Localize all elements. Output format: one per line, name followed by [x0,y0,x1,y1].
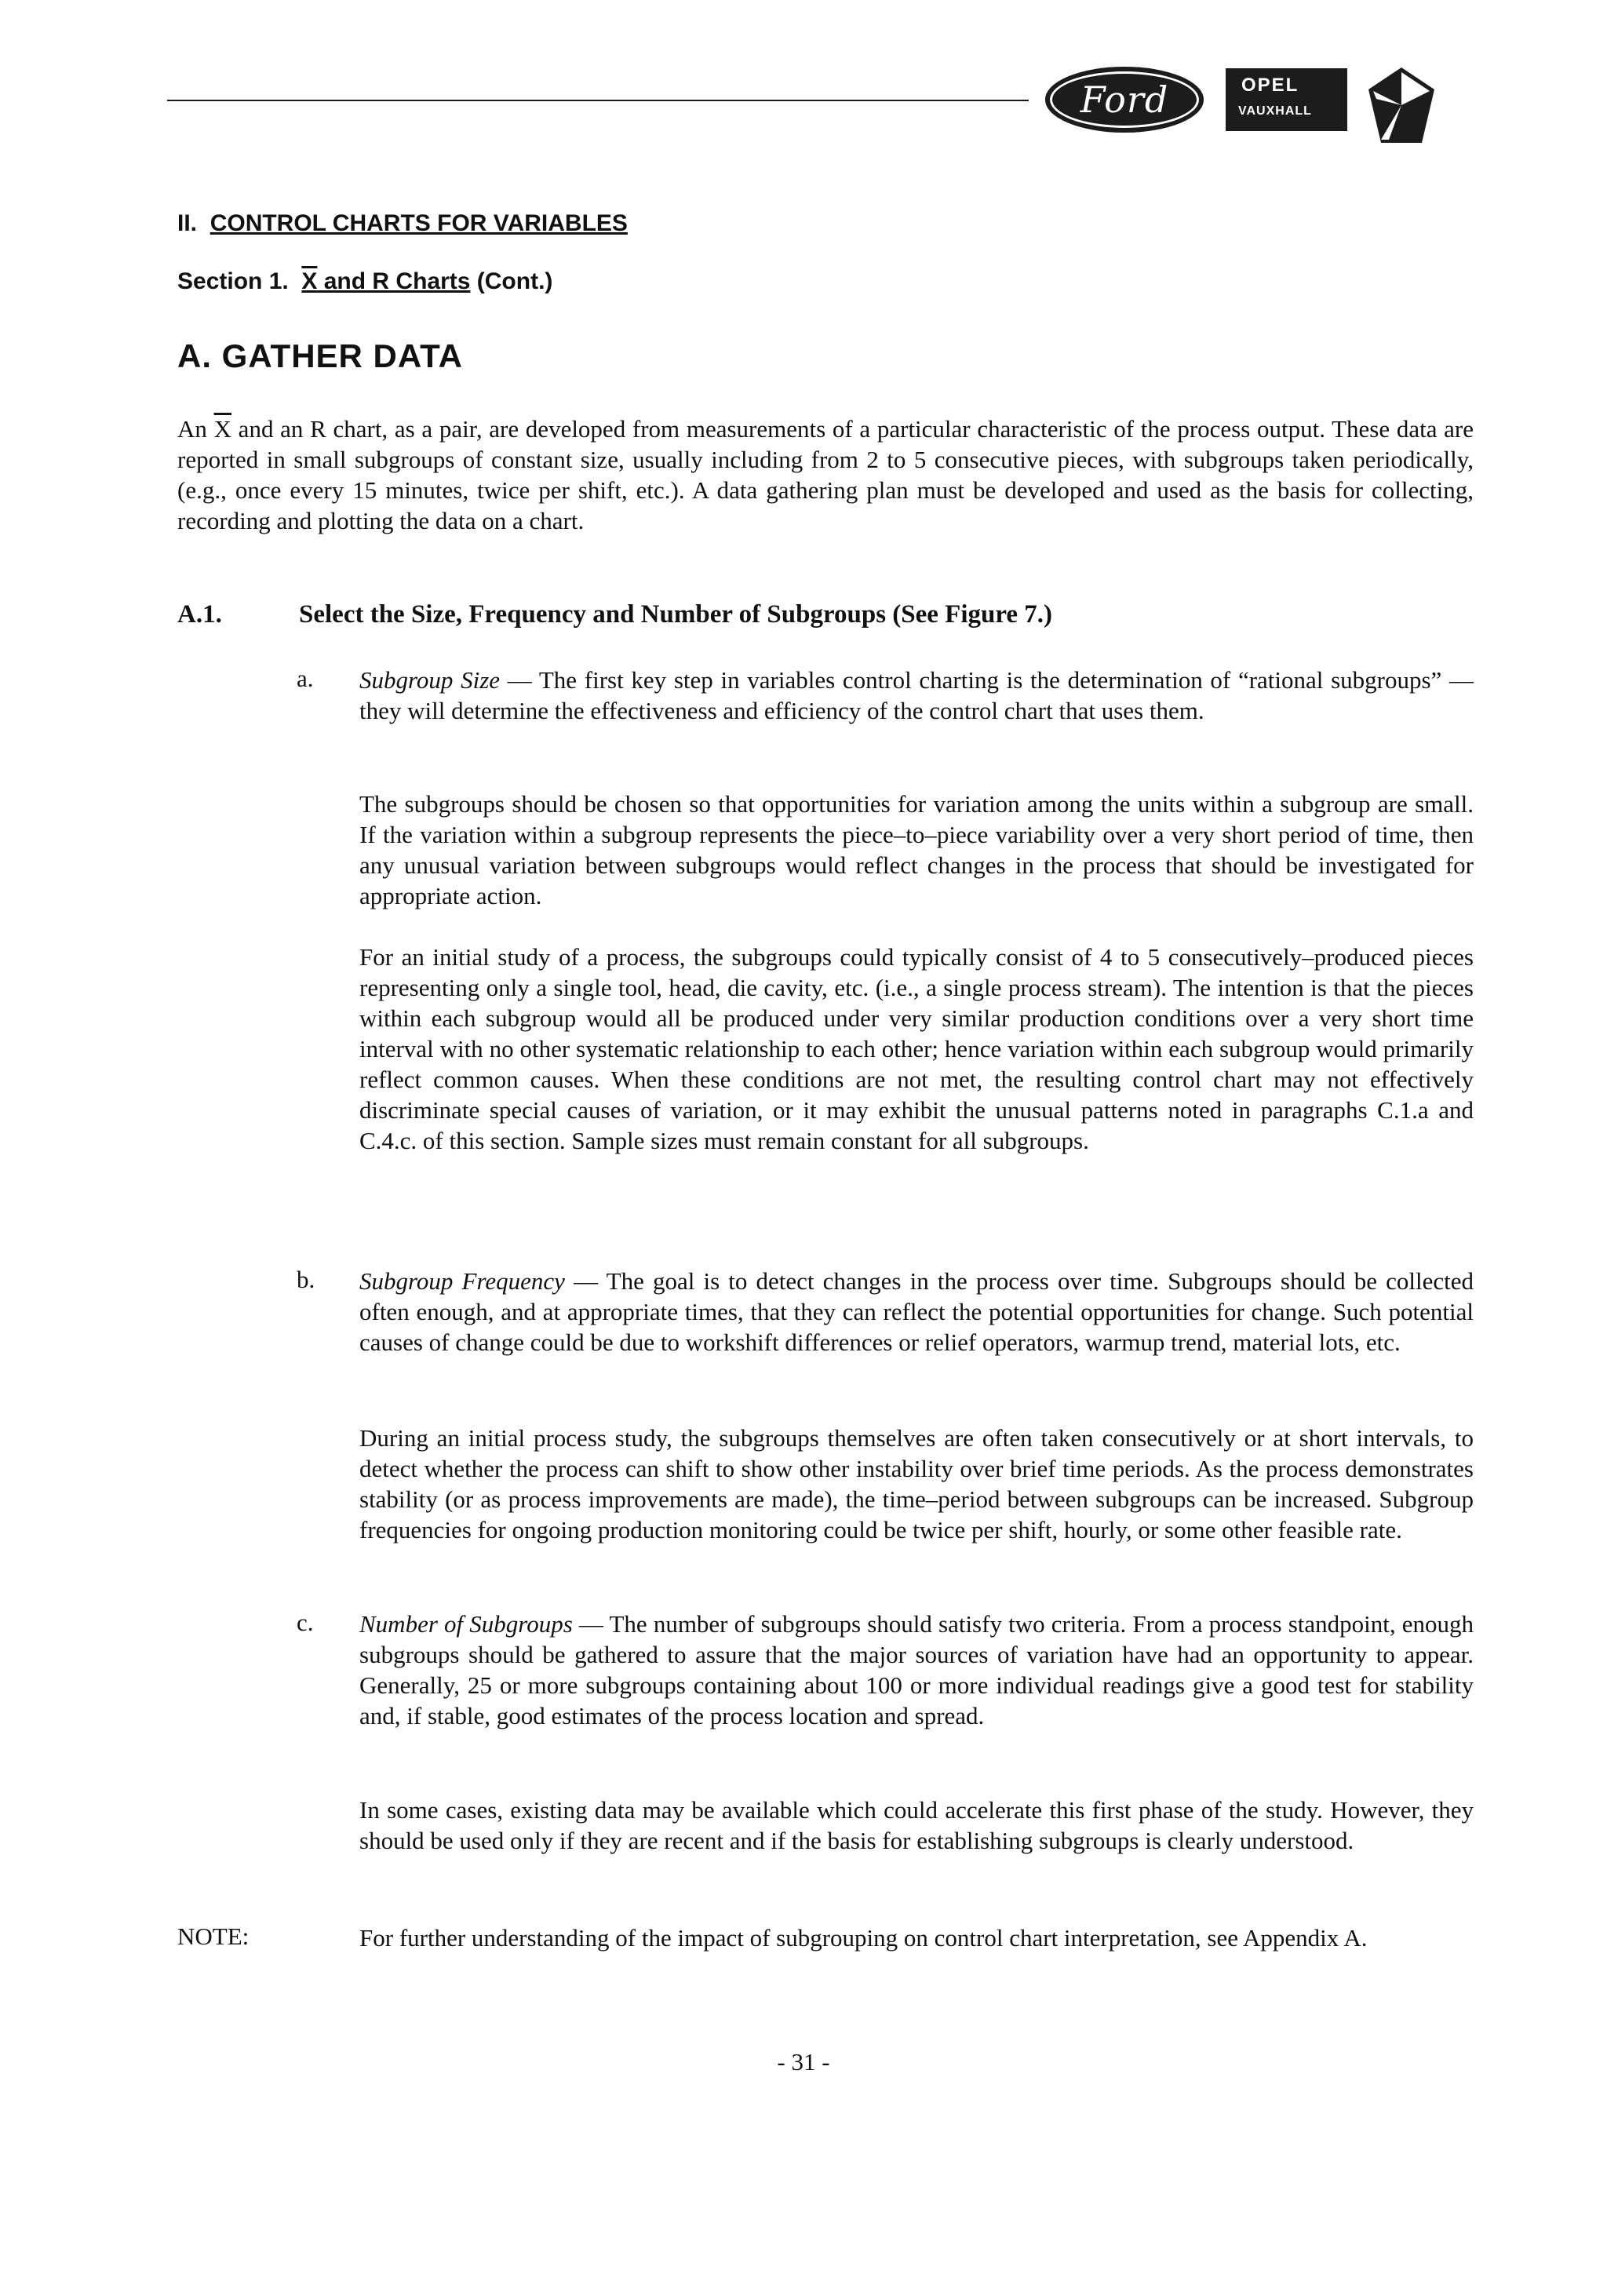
section-title [177,268,552,295]
item-c-paragraph-2: In some cases, existing data may be available which could accelerate this first phase of the study. However, they should be used only if they are recent and if the basis for establishing subgroups is clearly understood. [359,1796,1474,1854]
section-suffix: (Cont.) [470,268,553,294]
opel-logo-text: OPEL [1241,75,1299,96]
chapter-title [177,210,628,237]
note-text: For further understanding of the impact of subgrouping on control chart interpretation, see Appendix A. [359,1924,1368,1952]
item-a-paragraph-3: For an initial study of a process, the subgroups could typically consist of 4 to 5 consecutively–produced pieces representing only a single tool, head, die cavity, etc. (i.e., a single process stream). The intention is that the pieces within each subgroup would all be produced under very similar production conditions over a very short time interval with no other systematic relationship to each other; hence variation within each subgroup would primarily reflect common causes. When these conditions are not met, the resulting control chart may not effectively discriminate special causes of variation, or it may exhibit the unusual patterns noted in paragraphs C.1.a and C.4.c. of this section. Sample sizes must remain constant for all subgroups. [359,943,1474,1154]
item-a-lead: — The first key step in variables control charting is the determination of “rational subgroups” — they will determine the effectiveness and efficiency of the control chart that uses them. [359,666,1474,724]
note-label: NOTE: [177,1922,250,1950]
item-c-marker: c. [297,1609,314,1636]
item-c-lead: — The number of subgroups should satisfy two criteria. From a process standpoint, enough subgroups should be gathered to assure that the major sources of variation have had an opportunity to appear. Generally, 25 or more subgroups containing about 100 or more individual readings give a good test for stability and, if stable, good estimates of the process location and spread. [359,1610,1474,1729]
item-c-term: Number of Subgroups [359,1610,573,1638]
item-a-term: Subgroup Size [359,666,501,694]
page-number: - 31 - [777,2048,830,2076]
opel-vauxhall-logo [1226,68,1347,131]
item-b-lead: — The goal is to detect changes in the process over time. Subgroups should be collected often enough, and at appropriate times, that they can reflect the potential opportunities for change. Such potential causes of change could be due to workshift differences or relief operators, warmup trend, material lots, etc. [359,1267,1474,1356]
chapter-number: II. [177,210,198,236]
intro-text-start: An [177,415,214,443]
main-heading: A. GATHER DATA [177,337,463,374]
header-rule [167,100,1029,101]
item-b-term: Subgroup Frequency [359,1267,565,1295]
item-b-paragraph [359,1266,1474,1358]
item-a-marker: a. [297,665,314,692]
ford-logo-text: Ford [1080,78,1169,121]
section-label: Section 1. [177,268,289,294]
ford-logo [1045,67,1204,133]
subsection-number: A.1. [177,600,222,629]
intro-paragraph [177,414,1474,536]
item-b-marker: b. [297,1266,315,1293]
subsection-title: Select the Size, Frequency and Number of Subgroups (See Figure 7.) [299,600,1053,629]
item-a-paragraph-2: The subgroups should be chosen so that opportunities for variation among the units within a subgroup are small. If the variation within a subgroup represents the piece–to–piece variability over a very short period of time, then any unusual variation between subgroups would reflect changes in the process that should be investigated for appropriate action. [359,790,1474,909]
item-c-paragraph [359,1609,1474,1731]
intro-xbar: $\overline{X}$ [213,415,231,443]
pentastar-logo-icon [1365,64,1438,146]
item-a-paragraph [359,665,1474,726]
item-b-paragraph-2: During an initial process study, the subgroups themselves are often taken consecutively or at short intervals, to detect whether the process can shift to show other instability over brief time periods. As the process demonstrates stability (or as process improvements are made), the time–period between subgroups can be increased. Subgroup frequencies for ongoing production monitoring could be twice per shift, hourly, or some other feasible rate. [359,1424,1474,1543]
chapter-name: CONTROL CHARTS FOR VARIABLES [210,210,628,236]
subsection-heading [177,600,1052,629]
section-name: and R Charts [317,268,471,294]
intro-text-rest: and an R chart, as a pair, are developed from measurements of a particular characteristic of the process output. These data are reported in small subgroups of constant size, usually including from 2 to 5 consecutive pieces, with subgroups taken periodically, (e.g., once every 15 minutes, twice per shift, etc.). A data gathering plan must be developed and used as the basis for collecting, recording and plotting the data on a chart. [177,415,1474,534]
section-xbar: X [301,268,318,294]
vauxhall-logo-text: VAUXHALL [1238,104,1312,118]
